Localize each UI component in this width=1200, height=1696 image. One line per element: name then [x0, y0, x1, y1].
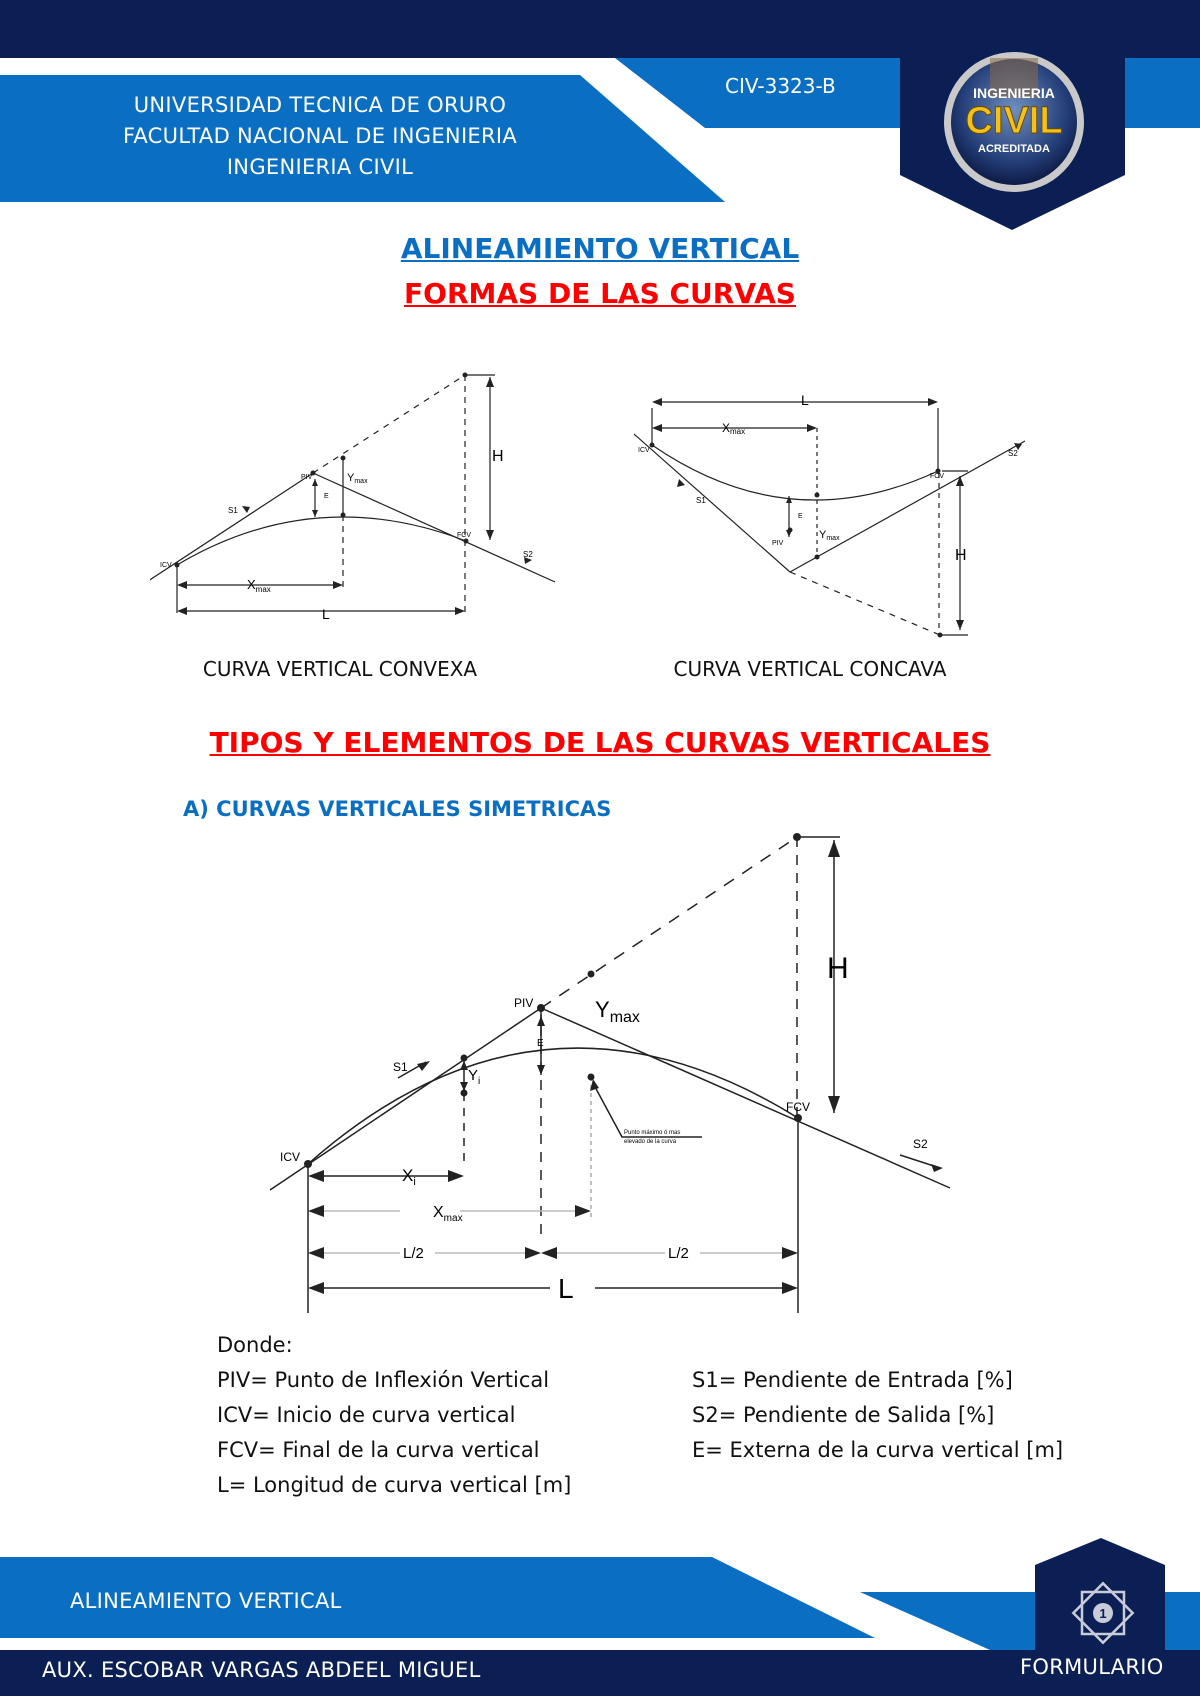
sym-max-point-note-2: elevado de la curva	[624, 1139, 677, 1145]
university-name: UNIVERSIDAD TECNICA DE ORURO	[133, 93, 507, 117]
sym-yi-label: $Y_i$	[468, 1067, 481, 1087]
section-title-shapes: FORMAS DE LAS CURVAS	[404, 277, 796, 310]
sym-ymax-label: $Y_{max}$	[595, 997, 640, 1026]
legend-item-l: L= Longitud de curva vertical [m]	[217, 1473, 572, 1497]
concave-fcv-label: FCV	[930, 473, 944, 480]
concave-h-label: H	[955, 547, 967, 564]
convex-xmax-label: $X_{max}$	[247, 577, 271, 594]
convex-h-label: H	[492, 448, 504, 465]
sym-l-half-left-label: L/2	[403, 1245, 424, 1262]
sym-max-point-note-1: Punto máximo ó mas	[624, 1130, 681, 1136]
legend-item-s1: S1= Pendiente de Entrada [%]	[692, 1368, 1013, 1392]
legend-item-e: E= Externa de la curva vertical [m]	[692, 1438, 1064, 1462]
sym-icv-label: ICV	[280, 1150, 301, 1164]
sym-s1-label: S1	[393, 1060, 408, 1074]
convex-ymax-label: Ymax	[347, 472, 368, 485]
logo-text-main: CIVIL	[965, 100, 1063, 142]
department-name: INGENIERIA CIVIL	[226, 155, 414, 179]
legend-item-piv: PIV= Punto de Inflexión Vertical	[217, 1368, 550, 1392]
convex-caption: CURVA VERTICAL CONVEXA	[202, 657, 478, 681]
formulario-emblem-icon	[1068, 1578, 1138, 1648]
convex-fcv-label: FCV	[457, 532, 471, 539]
section-title-types: TIPOS Y ELEMENTOS DE LAS CURVAS VERTICALES	[209, 726, 991, 759]
course-code: CIV-3323-B	[725, 74, 836, 98]
sym-xi-label: $X_i$	[402, 1166, 416, 1188]
convex-curve-figure	[150, 365, 570, 630]
footer-section-title: ALINEAMIENTO VERTICAL	[70, 1589, 342, 1613]
sym-l-label: L	[558, 1273, 574, 1304]
sym-s2-label: S2	[913, 1137, 928, 1151]
convex-icv-label: ICV	[160, 562, 172, 569]
concave-curve-figure	[630, 390, 1040, 645]
legend-item-icv: ICV= Inicio de curva vertical	[217, 1403, 516, 1427]
subsection-symmetric: A) CURVAS VERTICALES SIMETRICAS	[183, 797, 612, 821]
logo-text-bottom: ACREDITADA	[978, 143, 1050, 155]
legend-heading: Donde:	[217, 1333, 293, 1357]
civil-logo-badge	[938, 50, 1090, 195]
concave-s1-label: S1	[696, 496, 706, 505]
convex-s1-label: S1	[228, 506, 238, 515]
convex-piv-label: PIV	[301, 474, 313, 481]
sym-l-half-right-label: L/2	[668, 1245, 689, 1262]
page-title: ALINEAMIENTO VERTICAL	[400, 232, 800, 265]
sym-e-label: E	[537, 1038, 544, 1049]
concave-l-label: L	[801, 392, 809, 408]
convex-e-label: E	[324, 493, 329, 500]
sym-piv-label: PIV	[514, 996, 534, 1010]
convex-l-label: L	[322, 606, 330, 622]
concave-s2-label: S2	[1008, 449, 1018, 458]
concave-caption: CURVA VERTICAL CONCAVA	[673, 657, 947, 681]
footer-doc-type: FORMULARIO	[1020, 1655, 1164, 1679]
symmetric-curve-figure	[250, 825, 970, 1315]
concave-icv-label: ICV	[638, 447, 650, 454]
concave-e-label: E	[798, 513, 803, 520]
concave-xmax-label: Xmax	[722, 421, 746, 436]
sym-h-label: H	[827, 952, 849, 985]
footer-author: AUX. ESCOBAR VARGAS ABDEEL MIGUEL	[42, 1658, 481, 1682]
faculty-name: FACULTAD NACIONAL DE INGENIERIA	[122, 124, 518, 148]
legend-item-s2: S2= Pendiente de Salida [%]	[692, 1403, 995, 1427]
logo-text-top: INGENIERIA	[973, 85, 1055, 101]
convex-s2-label: S2	[523, 550, 533, 559]
concave-ymax-label: Ymax	[819, 529, 840, 542]
page-number: 1	[1099, 1606, 1107, 1621]
sym-xmax-label: $X_{max}$	[433, 1204, 463, 1224]
legend-left	[217, 1328, 571, 1503]
concave-piv-label: PIV	[772, 540, 784, 547]
legend-item-fcv: FCV= Final de la curva vertical	[217, 1438, 540, 1462]
legend-right	[692, 1363, 1063, 1468]
university-block	[60, 90, 580, 183]
sym-fcv-label: FCV	[786, 1100, 810, 1114]
